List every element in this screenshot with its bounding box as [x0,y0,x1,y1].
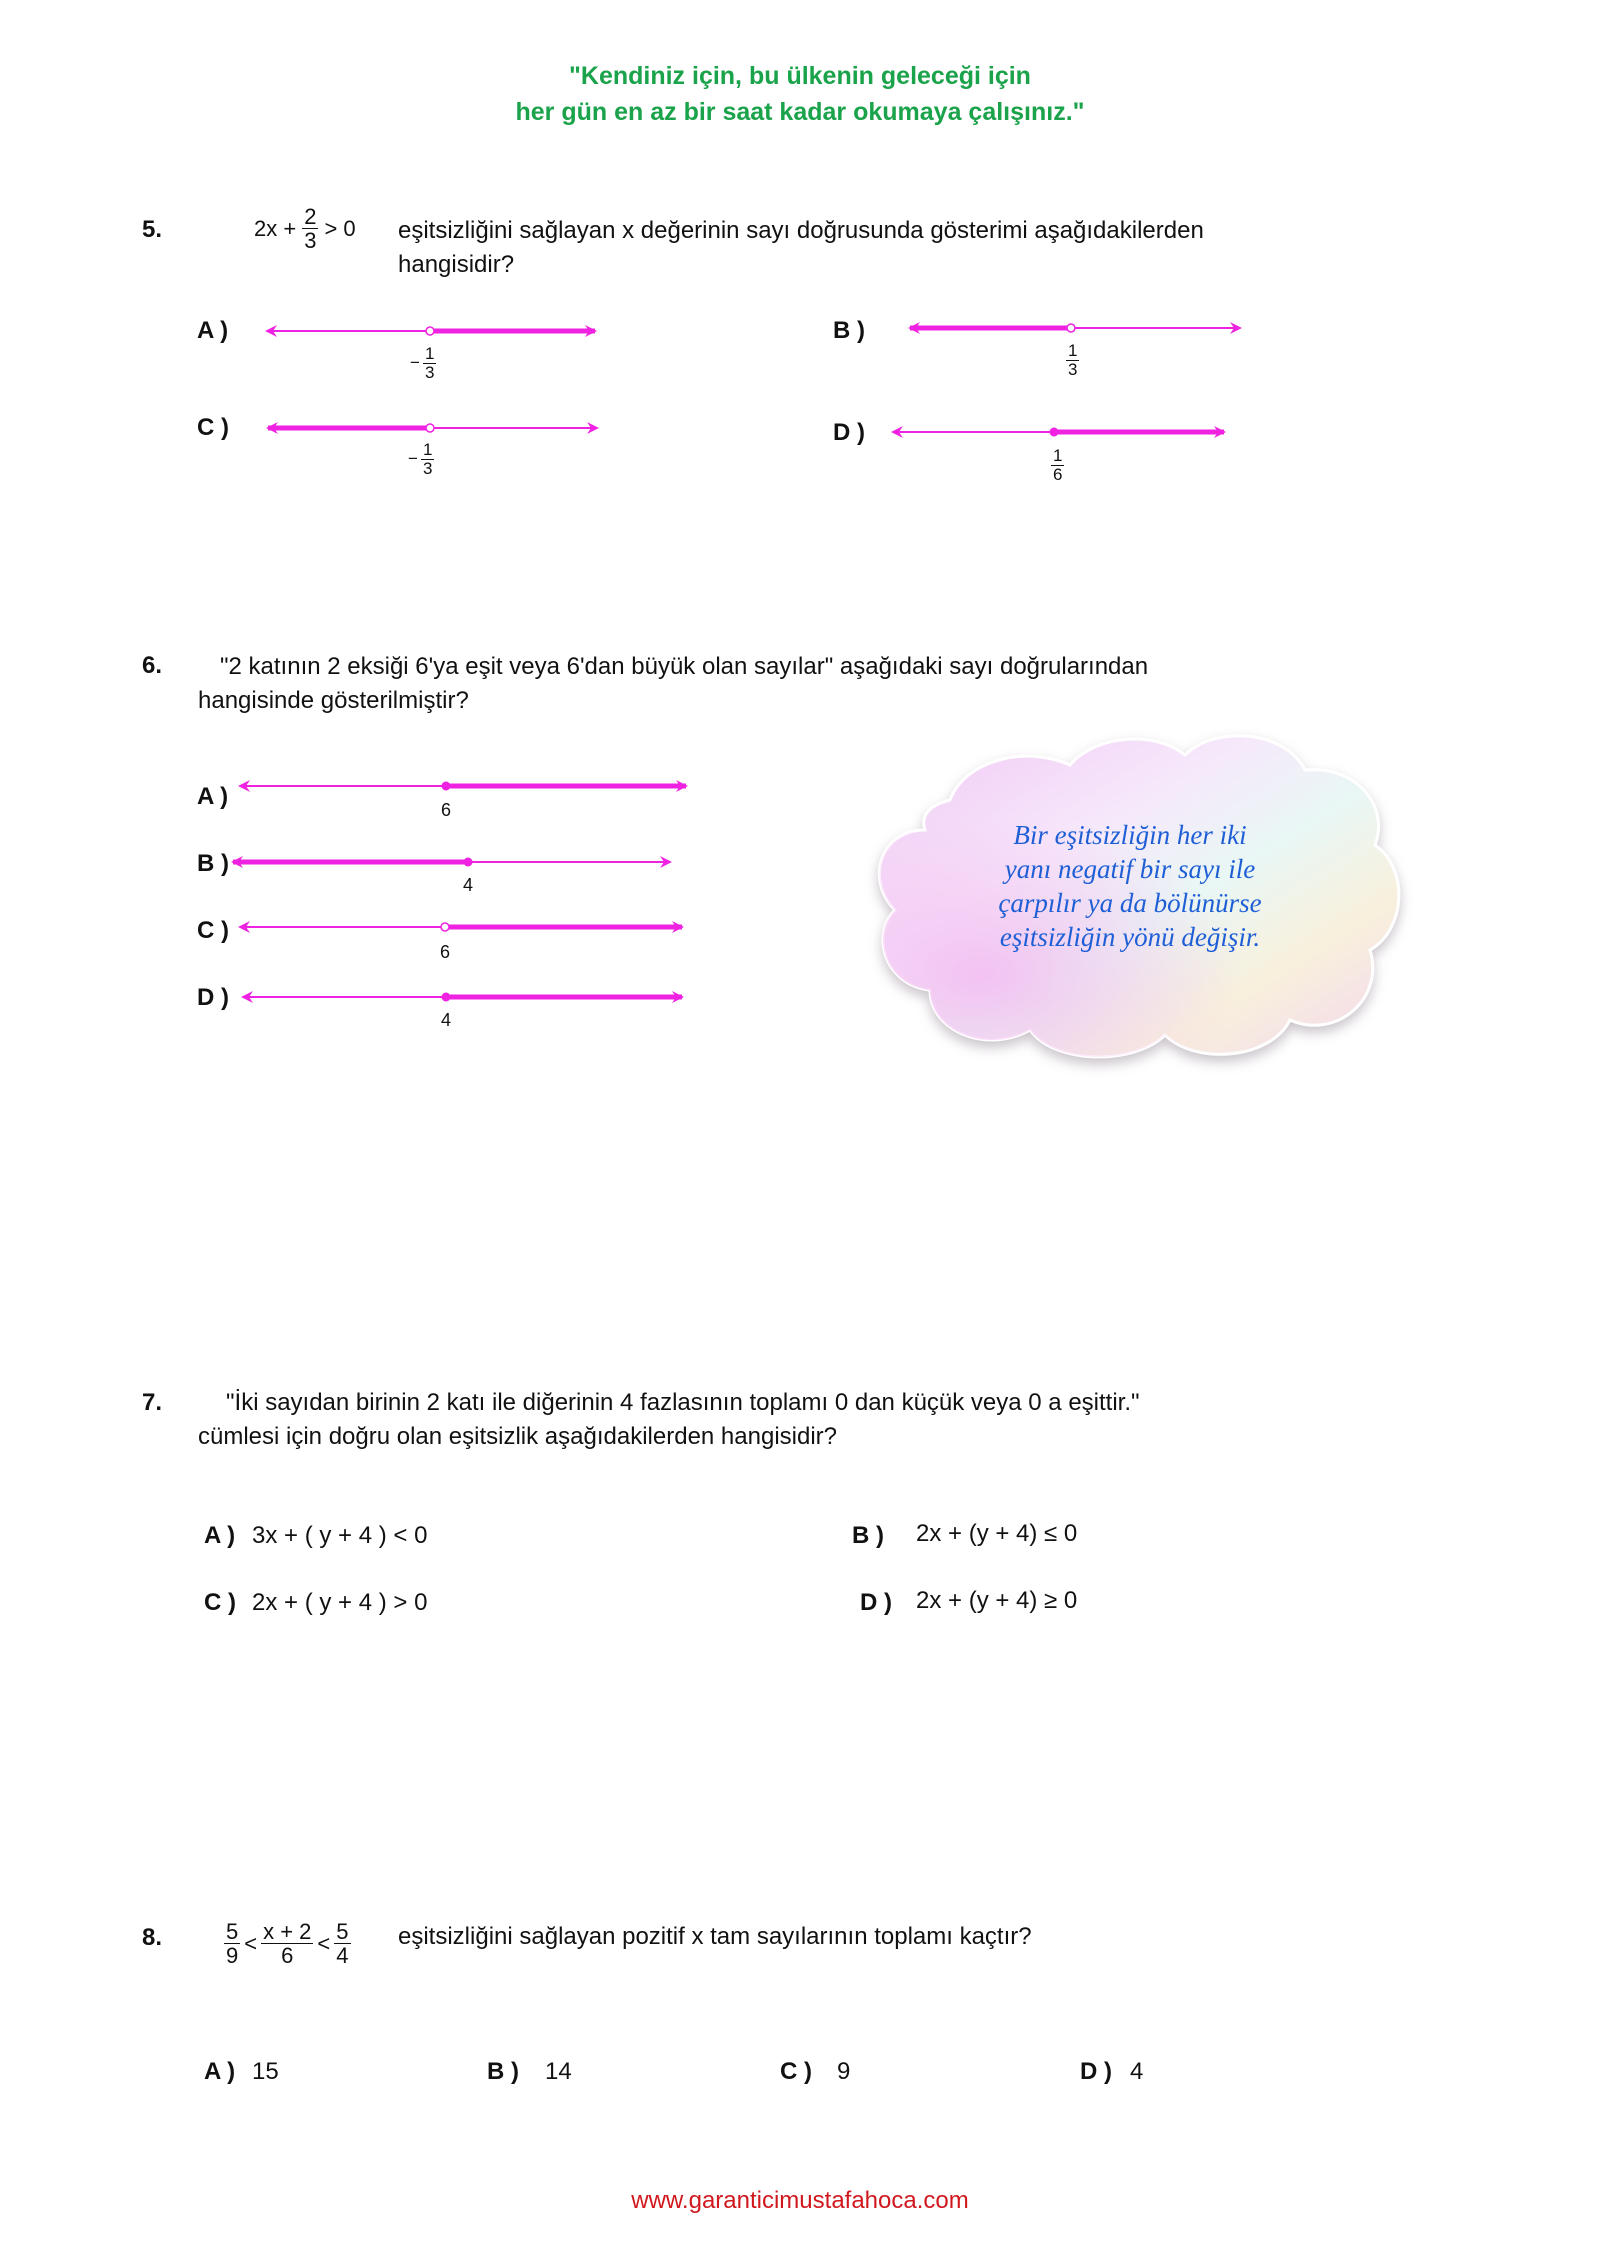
q6-option-c-label[interactable]: C ) [197,917,229,944]
q7-option-a-label[interactable]: A ) [204,1522,236,1549]
question-7-text: "İki sayıdan birinin 2 katı ile diğerinin 4 fazlasının toplamı 0 dan küçük veya 0 a eşittir." cümlesi için doğru olan eşitsizlik aşağıdakilerden hangisidir? [198,1389,1140,1450]
q5-option-a-label[interactable]: A ) [197,317,229,344]
fraction: $\frac{2}{3}$ [304,204,317,254]
footer-url[interactable]: www.garanticimustafahoca.com [631,2187,969,2214]
q5-option-c-label[interactable]: C ) [197,414,229,441]
q6-option-d-point-label: 4 [440,1010,451,1030]
q7-option-c-label[interactable]: C ) [204,1589,236,1616]
q5-option-c-point-label: − $\frac{1}{3}$ [408,440,433,478]
q8-option-b-value: 14 [545,2058,572,2085]
q7-option-d-label[interactable]: D ) [860,1589,892,1616]
q6-option-a-label[interactable]: A ) [197,783,229,810]
question-5-text: eşitsizliğini sağlayan x değerinin sayı doğrusunda gösterimi aşağıdakilerden hangisidir? [398,217,1204,278]
question-8-text: eşitsizliğini sağlayan pozitif x tam sayılarının toplamı kaçtır? [398,1923,1032,1950]
q6-option-b-label[interactable]: B ) [197,850,229,877]
q5-option-b-point-label: $\frac{1}{3}$ [1068,341,1078,379]
question-5-number: 5. [142,216,163,243]
q8-option-c-value: 9 [837,2058,851,2085]
question-8-expression: $\frac{5}{9}$ < $\frac{x + 2}{6}$ < $\frac{5}{4}$ [226,1919,349,1969]
q7-option-d-value: 2x + (y + 4) ≥ 0 [916,1587,1078,1614]
q8-option-a-label[interactable]: A ) [204,2058,236,2085]
q8-option-a-value: 15 [252,2058,279,2085]
q7-option-b-label[interactable]: B ) [852,1522,884,1549]
q8-option-c-label[interactable]: C ) [780,2058,812,2085]
q7-option-b-value: 2x + (y + 4) ≤ 0 [916,1520,1078,1547]
expr-right: > 0 [324,215,356,241]
q8-option-d-value: 4 [1130,2058,1144,2085]
cloud-note-text: Bir eşitsizliğin her iki yanı negatif bir sayı ile çarpılır ya da bölünürse eşitsizliğin yönü değişir. [998,820,1262,952]
q7-option-c-value: 2x + ( y + 4 ) > 0 [252,1589,428,1616]
q8-option-d-label[interactable]: D ) [1080,2058,1112,2085]
q5-option-b-label[interactable]: B ) [833,317,865,344]
question-6-text: "2 katının 2 eksiği 6'ya eşit veya 6'dan büyük olan sayılar" aşağıdaki sayı doğrularından hangisinde gösterilmiştir? [198,653,1149,714]
question-7-number: 7. [142,1389,163,1416]
question-6-number: 6. [142,652,163,679]
q8-option-b-label[interactable]: B ) [487,2058,519,2085]
q6-option-d-label[interactable]: D ) [197,984,229,1011]
q6-option-b-point-label: 4 [462,875,473,895]
q5-option-d-point-label: $\frac{1}{6}$ [1053,446,1063,484]
q6-option-a-point-label: 6 [440,800,451,820]
expr-left: 2x + [254,215,297,241]
q6-option-c-point-label: 6 [439,942,450,962]
motto-line-2: her gün en az bir saat kadar okumaya çalışınız." [515,98,1085,126]
q7-option-a-value: 3x + ( y + 4 ) < 0 [252,1522,428,1549]
motto-line-1: "Kendiniz için, bu ülkenin geleceği için [569,62,1031,90]
q5-option-d-label[interactable]: D ) [833,419,865,446]
q5-option-a-point-label: − $\frac{1}{3}$ [410,344,435,382]
question-8-number: 8. [142,1924,163,1951]
